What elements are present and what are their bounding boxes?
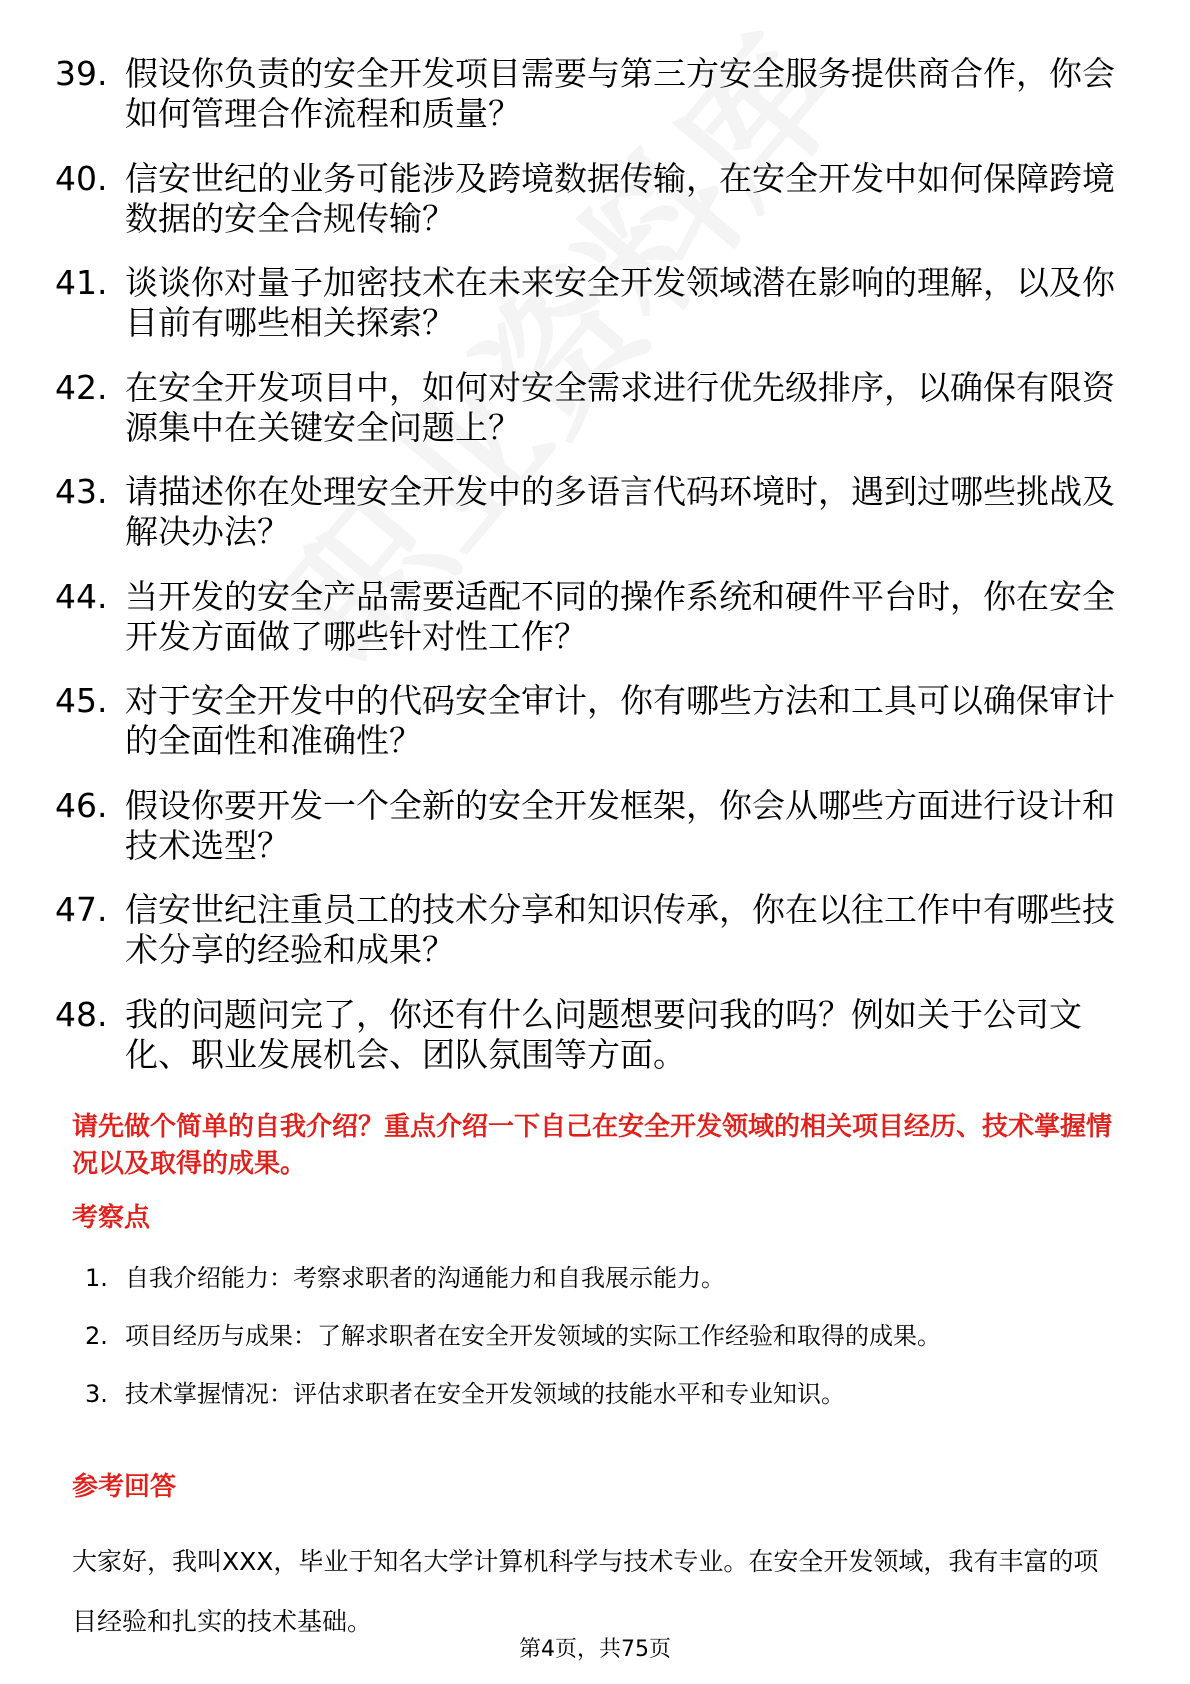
question-item: [55, 786, 1115, 866]
question-text: 在安全开发项目中，如何对安全需求进行优先级排序，以确保有限资源集中在关键安全问题上？: [125, 367, 1115, 447]
question-item: [55, 995, 1115, 1075]
question-item: [55, 577, 1115, 657]
answer-heading: 参考回答: [72, 1472, 177, 1502]
question-number: 42.: [55, 367, 108, 407]
question-number: 47.: [55, 890, 108, 929]
criteria-list: [85, 1260, 941, 1434]
answer-paragraph: 大家好，我叫XXX，毕业于知名大学计算机科学与技术专业。在安全开发领域，我有丰富的项目经验和扎实的技术基础。: [72, 1547, 1099, 1636]
question-number: 40.: [55, 158, 108, 198]
question-text: 假设你要开发一个全新的安全开发框架，你会从哪些方面进行设计和技术选型？: [125, 785, 1115, 865]
question-text: 信安世纪注重员工的技术分享和知识传承，你在以往工作中有哪些技术分享的经验和成果？: [125, 890, 1115, 969]
criteria-number: 1.: [85, 1264, 108, 1292]
question-text: 我的问题问完了，你还有什么问题想要问我的吗？例如关于公司文化、职业发展机会、团队氛围等方面。: [125, 994, 1082, 1074]
question-text: 信安世纪的业务可能涉及跨境数据传输，在安全开发中如何保障跨境数据的安全合规传输？: [125, 158, 1115, 238]
question-item: [55, 368, 1115, 448]
question-number: 48.: [55, 994, 108, 1034]
question-text: 谈谈你对量子加密技术在未来安全开发领域潜在影响的理解，以及你目前有哪些相关探索？: [125, 263, 1115, 342]
question-item: [55, 890, 1115, 970]
question-number: 41.: [55, 263, 108, 302]
question-item: [55, 472, 1115, 552]
question-number: 46.: [55, 785, 108, 825]
criteria-item: [85, 1376, 941, 1412]
question-number: 43.: [55, 472, 108, 511]
criteria-heading: 考察点: [72, 1203, 151, 1233]
question-list: [55, 54, 1115, 1099]
question-text: 对于安全开发中的代码安全审计，你有哪些方法和工具可以确保审计的全面性和准确性？: [125, 681, 1115, 760]
criteria-number: 2.: [85, 1322, 108, 1350]
question-text: 假设你负责的安全开发项目需要与第三方安全服务提供商合作，你会如何管理合作流程和质量？: [125, 54, 1115, 133]
criteria-text: 自我介绍能力：考察求职者的沟通能力和自我展示能力。: [125, 1264, 725, 1292]
question-item: [55, 681, 1115, 761]
criteria-text: 项目经历与成果：了解求职者在安全开发领域的实际工作经验和取得的成果。: [125, 1322, 941, 1350]
criteria-number: 3.: [85, 1380, 108, 1408]
highlight-question: 请先做个简单的自我介绍？重点介绍一下自己在安全开发领域的相关项目经历、技术掌握情况以及取得的成果。: [72, 1112, 1113, 1179]
question-text: 当开发的安全产品需要适配不同的操作系统和硬件平台时，你在安全开发方面做了哪些针对性工作？: [125, 576, 1115, 656]
page-footer: 第4页，共75页: [519, 1637, 671, 1662]
question-item: [55, 159, 1115, 239]
criteria-text: 技术掌握情况：评估求职者在安全开发领域的技能水平和专业知识。: [125, 1380, 845, 1408]
question-item: [55, 54, 1115, 134]
question-number: 45.: [55, 681, 108, 720]
question-text: 请描述你在处理安全开发中的多语言代码环境时，遇到过哪些挑战及解决办法？: [125, 472, 1115, 551]
criteria-item: [85, 1260, 941, 1296]
question-number: 44.: [55, 576, 108, 616]
question-number: 39.: [55, 54, 108, 93]
criteria-item: [85, 1318, 941, 1354]
question-item: [55, 263, 1115, 343]
